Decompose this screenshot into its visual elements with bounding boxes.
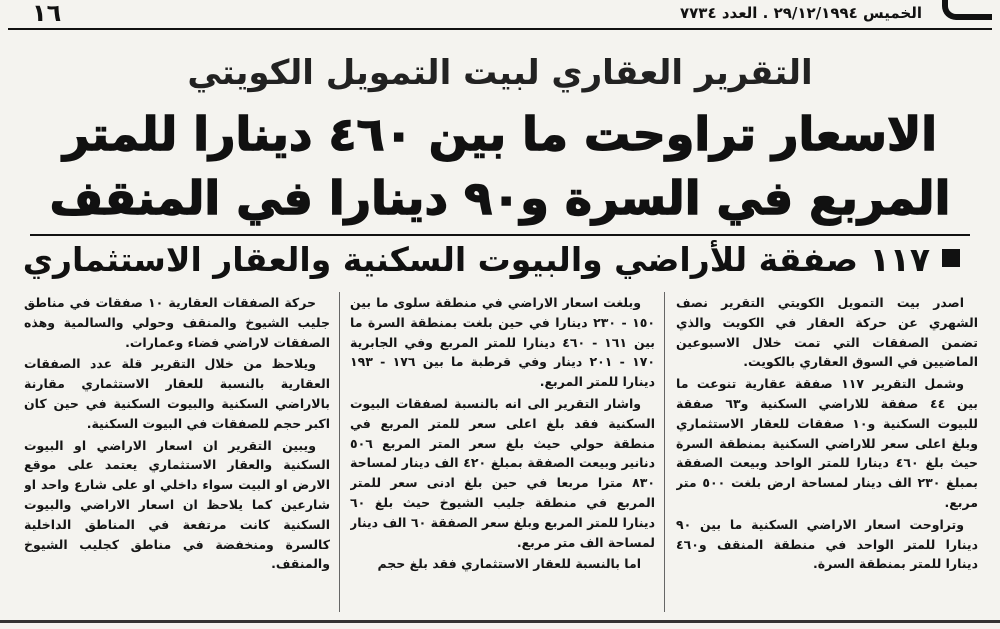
subheadline-bar	[22, 234, 970, 284]
article-kicker: التقرير العقاري لبيت التمويل الكويتي	[187, 53, 813, 93]
bottom-rule	[0, 620, 1000, 623]
paragraph: اصدر بيت التمويل الكويتي التقرير نصف الشهري عن حركة العقار في الكويت والذي تضمن الصفقات التي تمت خلال الاسبوعين الماضيين في السوق العقاري بالكويت.	[676, 295, 978, 370]
article-column-2	[350, 293, 655, 621]
newspaper-logo-fragment	[942, 0, 992, 20]
paragraph: وتراوحت اسعار الاراضي السكنية ما بين ٩٠ دينارا للمتر الواحد في منطقة المنقف و٤٦٠ دينارا للمتر بمنطقة السرة.	[676, 516, 978, 572]
page-number: ١٦	[32, 0, 62, 27]
issue-dateline: الخميس ٢٩/١٢/١٩٩٤ . العدد ٧٧٣٤	[680, 4, 922, 22]
headline-line-2: المربع في السرة و٩٠ دينارا في المنقف	[49, 171, 951, 225]
paragraph: وشمل التقرير ١١٧ صفقة عقارية تنوعت ما بين ٤٤ صفقة للاراضي السكنية و٦٣ صفقة للبيوت السكنية و١٠ صفقات للعقار الاستثماري وبلغ اعلى سعر للاراضي السكنية بمنطقة السرة حيث بلغ ٤٦٠ دينارا للمتر الواحد وبيعت الصفقة بمبلغ ٢٣٠ الف دينار لمساحة ارض بلغت ٥٠٠ متر مربع.	[676, 376, 978, 510]
article-column-1	[676, 293, 978, 621]
headline-line-1: الاسعار تراوحت ما بين ٤٦٠ دينارا للمتر	[62, 107, 938, 161]
paragraph: وبلغت اسعار الاراضي في منطقة سلوى ما بين ١٥٠ - ٢٣٠ دينارا في حين بلغت بمنطقة السرة ما بين ١٦١ - ٤٦٠ دينارا للمتر المربع وفي الجابرية ١٧٠ - ٢٠١ دينار وفي قرطبة ما بين ١٧٦ - ١٩٣ دينارا للمتر المربع.	[350, 295, 655, 390]
page-header-bar	[8, 0, 992, 30]
column-divider	[339, 292, 340, 612]
paragraph: حركة الصفقات العقارية ١٠ صفقات في مناطق جليب الشيوخ والمنقف وحولي والسالمية وهذه الصفقات لاراضي فضاء وعمارات.	[24, 295, 330, 350]
column-divider	[664, 292, 665, 612]
paragraph: اما بالنسبة للعقار الاستثماري فقد بلغ حجم	[377, 556, 641, 572]
article-column-3	[24, 293, 330, 621]
paragraph: ويلاحظ من خلال التقرير قلة عدد الصفقات العقارية بالنسبة للعقار الاستثماري مقارنة بالاراضي السكنية والبيوت السكنية في حين كان اكبر حجم للصفقات في البيوت السكنية.	[24, 356, 330, 431]
bullet-square-icon	[942, 249, 960, 267]
paragraph: ويبين التقرير ان اسعار الاراضي او البيوت السكنية والعقار الاستثماري يعتمد على موقع الارض او البيت سواء داخلي او على شارع واحد او شارعين كما يلاحظ ان اسعار الاراضي والبيوت السكنية كانت مرتفعة في المناطق الداخلية كالسرة ومنخفضة في مناطق كجليب الشيوخ والمنقف.	[24, 437, 330, 572]
paragraph: واشار التقرير الى انه بالنسبة لصفقات البيوت السكنية فقد بلغ اعلى سعر للمتر المربع في منطقة حولي حيث بلغ سعر المتر المربع ٥٠٦ دنانير وبيعت الصفقة بمبلغ ٤٢٠ الف دينار لمساحة ٨٣٠ مترا مربعا في حين بلغ ادنى سعر للمتر المربع في منطقة جليب الشيوخ حيث بلغ ٦٠ دينارا للمتر المربع وبلغ سعر الصفقة ٦٠ الف دينار لمساحة الف متر مربع.	[350, 395, 655, 550]
subheadline: ١١٧ صفقة للأراضي والبيوت السكنية والعقار الاستثماري	[22, 240, 930, 279]
